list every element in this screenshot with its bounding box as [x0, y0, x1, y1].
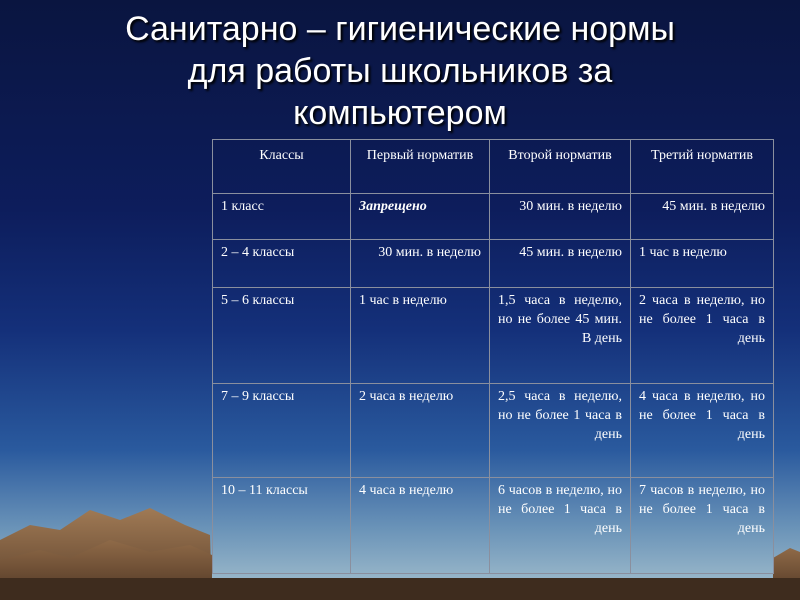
- header-second-norm: Второй норматив: [490, 140, 631, 194]
- cell-class: 5 – 6 классы: [213, 288, 351, 384]
- cell-first-norm: 1 час в неделю: [351, 288, 490, 384]
- header-classes: Классы: [213, 140, 351, 194]
- slide-title: [0, 8, 800, 134]
- cell-second-norm: 2,5 часа в неделю, но не более 1 часа в день: [490, 384, 631, 478]
- header-first-norm: Первый норматив: [351, 140, 490, 194]
- cell-first-norm: 4 часа в неделю: [351, 478, 490, 574]
- cell-third-norm: 4 часа в неделю, но не более 1 часа в день: [631, 384, 774, 478]
- title-line-3: компьютером: [293, 94, 507, 132]
- cell-first-norm: 30 мин. в неделю: [351, 240, 490, 288]
- cell-second-norm: 6 часов в неделю, но не более 1 часа в день: [490, 478, 631, 574]
- cell-class: 7 – 9 классы: [213, 384, 351, 478]
- table-row: [213, 194, 774, 240]
- cell-first-norm: 2 часа в неделю: [351, 384, 490, 478]
- cell-third-norm: 7 часов в неделю, но не более 1 часа в день: [631, 478, 774, 574]
- title-line-1: Санитарно – гигиенические нормы: [125, 10, 675, 48]
- cell-second-norm: 1,5 часа в неделю, но не более 45 мин. В день: [490, 288, 631, 384]
- cell-second-norm: 30 мин. в неделю: [490, 194, 631, 240]
- cell-second-norm: 45 мин. в неделю: [490, 240, 631, 288]
- table-row: [213, 384, 774, 478]
- norms-table: [212, 139, 774, 574]
- header-third-norm: Третий норматив: [631, 140, 774, 194]
- cell-class: 1 класс: [213, 194, 351, 240]
- cell-first-norm: Запрещено: [351, 194, 490, 240]
- table-header-row: [213, 140, 774, 194]
- title-line-2: для работы школьников за: [187, 52, 613, 90]
- table-row: [213, 288, 774, 384]
- table-row: [213, 478, 774, 574]
- cell-third-norm: 2 часа в неделю, но не более 1 часа в день: [631, 288, 774, 384]
- cell-class: 2 – 4 классы: [213, 240, 351, 288]
- table-row: [213, 240, 774, 288]
- cell-third-norm: 1 час в неделю: [631, 240, 774, 288]
- cell-class: 10 – 11 классы: [213, 478, 351, 574]
- cell-third-norm: 45 мин. в неделю: [631, 194, 774, 240]
